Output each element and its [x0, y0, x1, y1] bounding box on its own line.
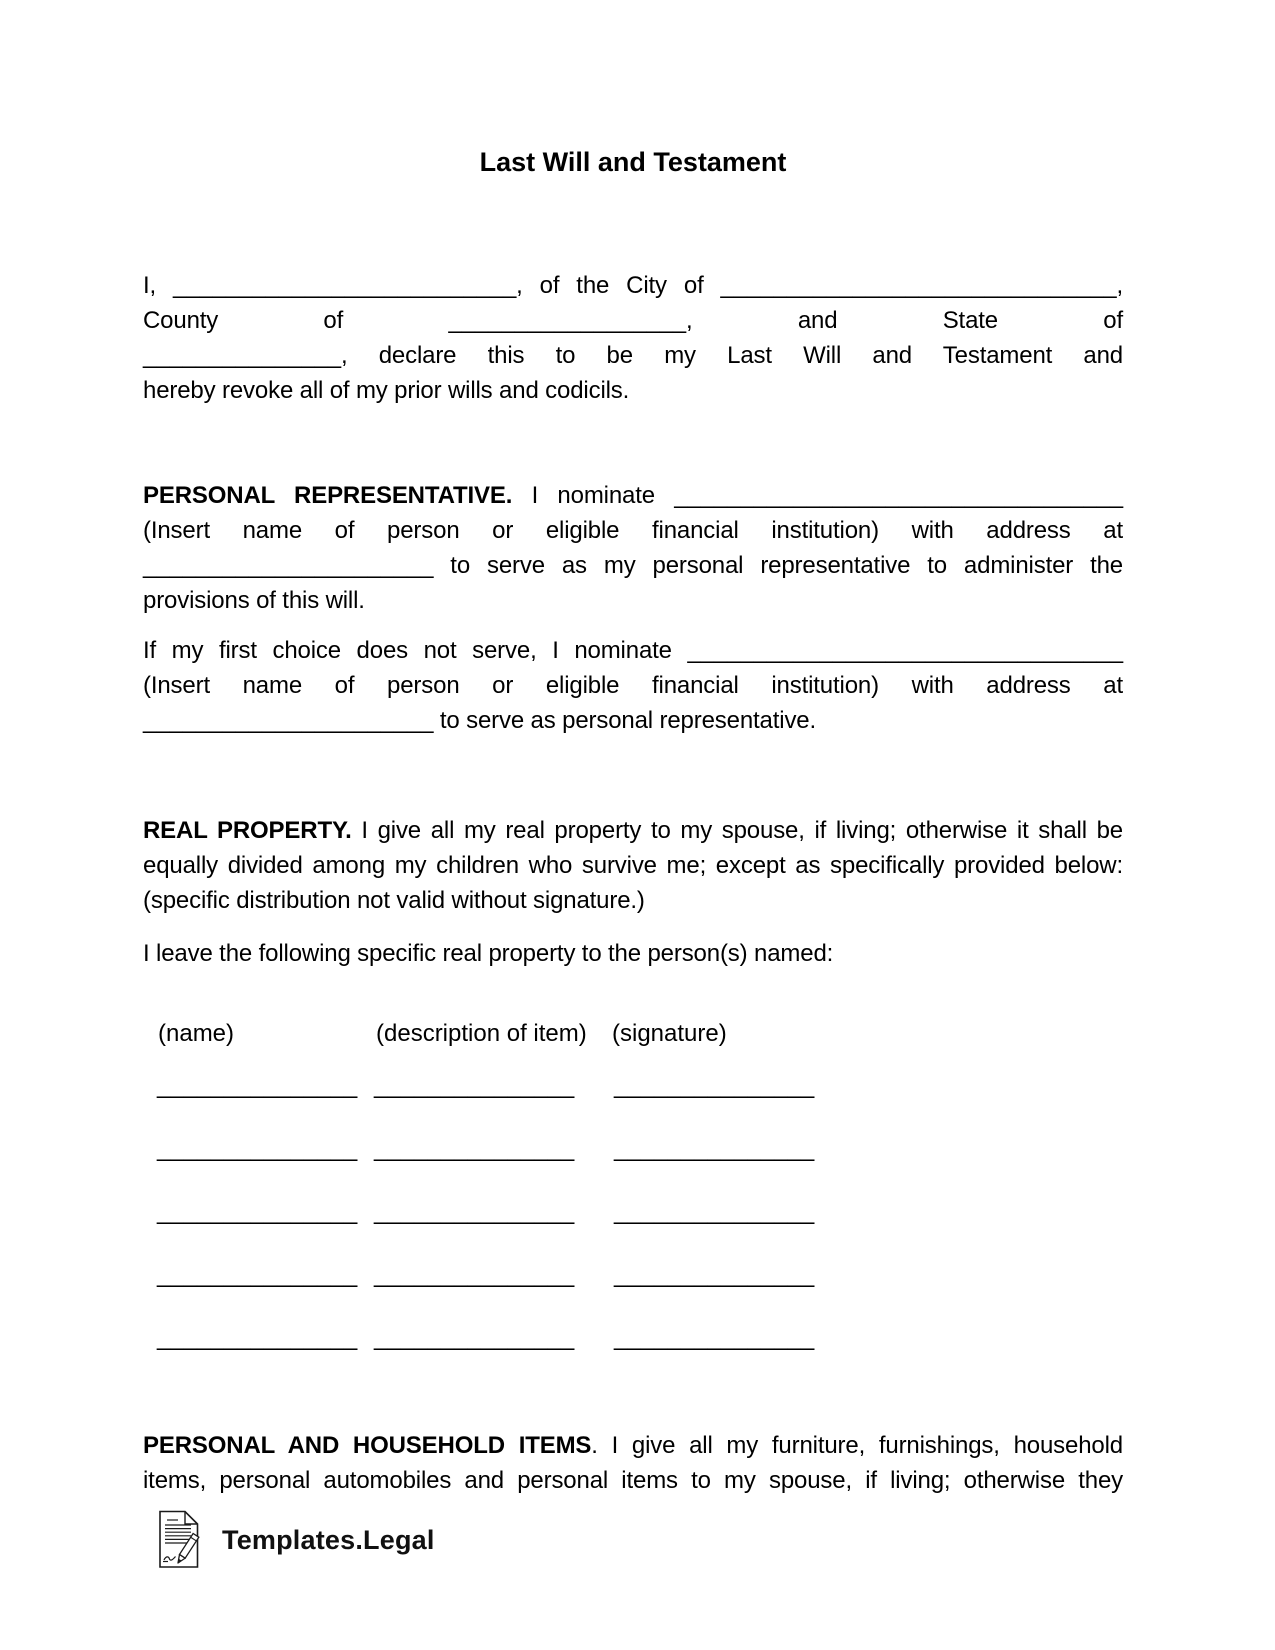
- intro-line-3: _______________, declare this to be my Last Will and Testament and: [143, 342, 1123, 369]
- table-row: [143, 1068, 1123, 1103]
- page-title: Last Will and Testament: [479, 147, 787, 177]
- description-blank-line[interactable]: _______________: [374, 1135, 575, 1162]
- specific-property-table: [143, 1016, 1123, 1366]
- alternate-representative-paragraph: [143, 633, 1123, 738]
- household-items-line-1-text: . I give all my furniture, furnishings, household: [591, 1432, 1123, 1459]
- personal-representative-line-1-text: I nominate __________________________________: [512, 482, 1123, 509]
- personal-representative-line-4: provisions of this will.: [143, 587, 365, 614]
- personal-representative-line-2: (Insert name of person or eligible financial institution) with address at: [143, 517, 1123, 544]
- table-row: [143, 1131, 1123, 1166]
- real-property-line-1: [143, 813, 1123, 848]
- intro-line-4: hereby revoke all of my prior wills and codicils.: [143, 377, 630, 404]
- intro-paragraph: [143, 268, 1123, 408]
- description-blank-line[interactable]: _______________: [374, 1324, 575, 1351]
- household-items-line-1: [143, 1428, 1123, 1463]
- column-header-name: (name): [158, 1020, 235, 1047]
- table-row: [143, 1320, 1123, 1355]
- personal-representative-heading: PERSONAL REPRESENTATIVE.: [143, 482, 513, 509]
- personal-representative-paragraph: [143, 478, 1123, 618]
- specific-property-intro-line: I leave the following specific real property to the person(s) named:: [143, 940, 834, 967]
- personal-representative-line-3: ______________________ to serve as my personal representative to administer the: [143, 552, 1123, 579]
- intro-line-2: County of __________________, and State of: [143, 307, 1123, 334]
- household-items-line-2: items, personal automobiles and personal items to my spouse, if living; otherwise they: [143, 1467, 1123, 1494]
- name-blank-line[interactable]: _______________: [157, 1324, 358, 1351]
- name-blank-line[interactable]: _______________: [157, 1135, 358, 1162]
- real-property-paragraph: [143, 813, 1123, 918]
- name-blank-line[interactable]: _______________: [157, 1198, 358, 1225]
- column-header-signature: (signature): [612, 1020, 727, 1047]
- real-property-line-2: equally divided among my children who survive me; except as specifically provided below:: [143, 852, 1123, 879]
- description-blank-line[interactable]: _______________: [374, 1072, 575, 1099]
- signature-blank-line[interactable]: _______________: [614, 1324, 815, 1351]
- real-property-line-1-text: I give all my real property to my spouse, if living; otherwise it shall be: [351, 817, 1123, 844]
- alternate-representative-line-3: ______________________ to serve as personal representative.: [143, 707, 817, 734]
- household-items-paragraph: [143, 1428, 1123, 1498]
- description-blank-line[interactable]: _______________: [374, 1261, 575, 1288]
- real-property-heading: REAL PROPERTY.: [143, 817, 352, 844]
- real-property-line-3: (specific distribution not valid without signature.): [143, 887, 645, 914]
- specific-property-intro: [143, 936, 1123, 971]
- household-items-heading: PERSONAL AND HOUSEHOLD ITEMS: [143, 1432, 592, 1459]
- personal-representative-line-1: [143, 478, 1123, 513]
- intro-line-1: I, __________________________, of the City of ______________________________,: [143, 272, 1123, 299]
- column-header-description: (description of item): [376, 1020, 587, 1047]
- name-blank-line[interactable]: _______________: [157, 1261, 358, 1288]
- table-row: [143, 1194, 1123, 1229]
- alternate-representative-line-1: If my first choice does not serve, I nominate _________________________________: [143, 637, 1123, 664]
- signature-blank-line[interactable]: _______________: [614, 1072, 815, 1099]
- alternate-representative-line-2: (Insert name of person or eligible financial institution) with address at: [143, 672, 1123, 699]
- name-blank-line[interactable]: _______________: [157, 1072, 358, 1099]
- signature-blank-line[interactable]: _______________: [614, 1135, 815, 1162]
- footer-brand: [158, 1510, 435, 1570]
- description-blank-line[interactable]: _______________: [374, 1198, 575, 1225]
- signature-blank-line[interactable]: _______________: [614, 1198, 815, 1225]
- document-with-pencil-icon: [158, 1510, 200, 1570]
- brand-name: Templates.Legal: [222, 1524, 435, 1555]
- signature-blank-line[interactable]: _______________: [614, 1261, 815, 1288]
- table-row: [143, 1257, 1123, 1292]
